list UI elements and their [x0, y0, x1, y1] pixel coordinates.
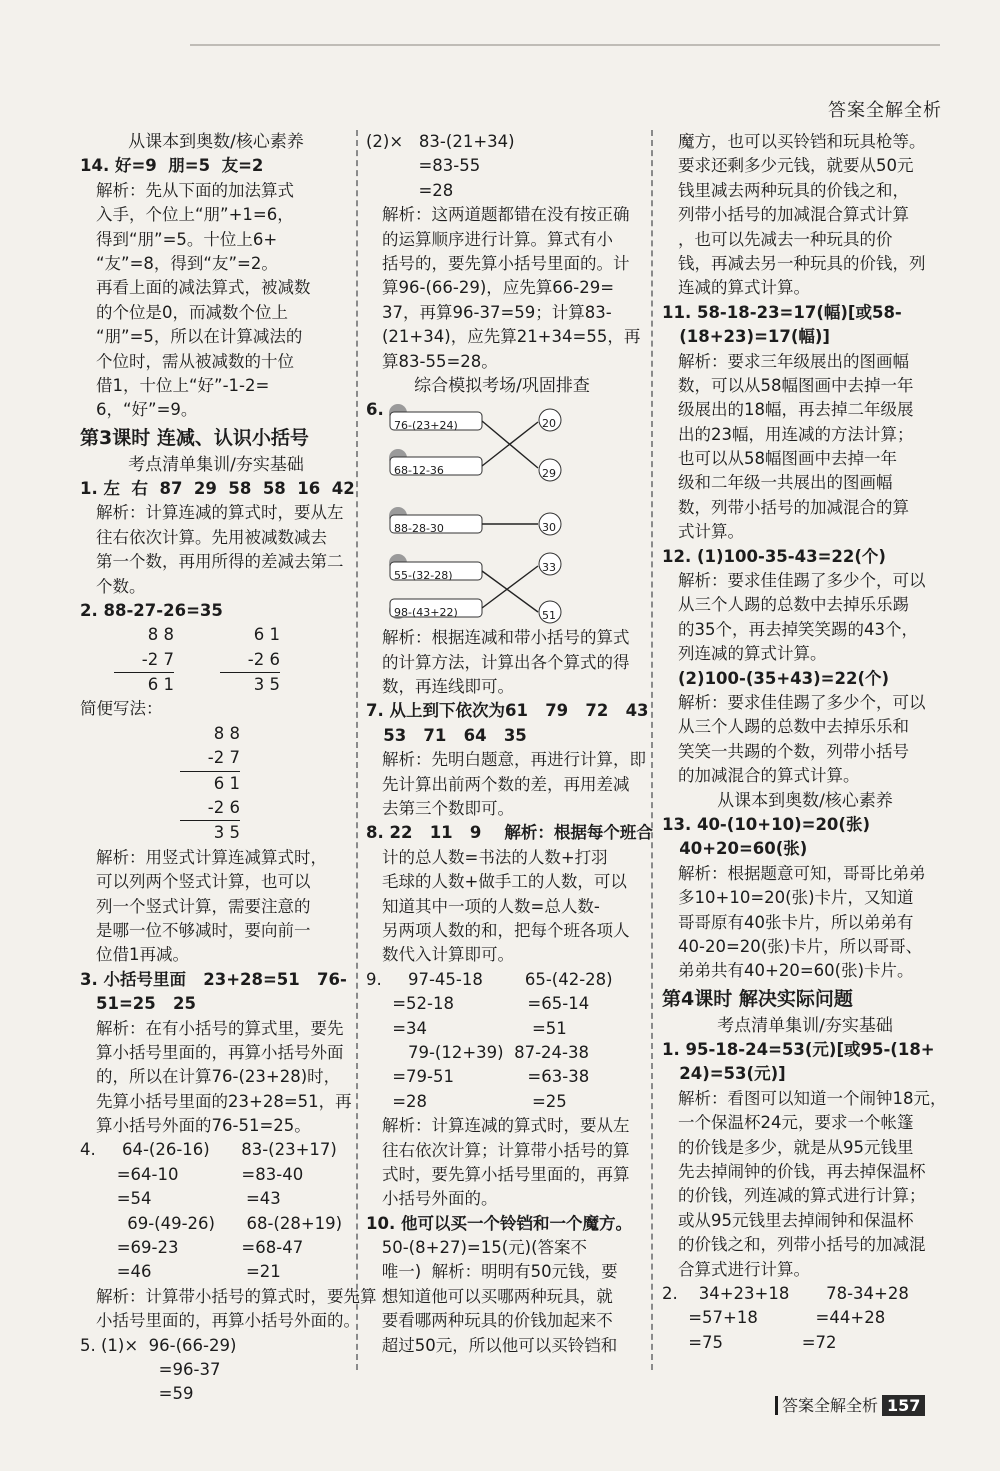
q2-simple-label: 简便写法：: [80, 699, 163, 719]
text-line: 是哪一位不够减时，要向前一: [96, 920, 311, 940]
text-line: 从三个人踢的总数中去掉乐乐踢: [678, 595, 909, 615]
vertical-line: 6 1: [253, 625, 280, 645]
text-line: 合算式进行计算。: [678, 1259, 810, 1279]
text-line: =59: [80, 1384, 194, 1404]
vertical-line: -2 6: [180, 796, 240, 821]
text-line: 笑笑一共踢的个数，列带小括号: [678, 741, 909, 761]
text-line: 哥哥原有40张卡片，所以弟弟有: [678, 912, 914, 932]
text-line: =79-51 =63-38: [366, 1067, 590, 1087]
text-line: 多10+10=20(张)卡片，又知道: [678, 888, 914, 908]
text-line: 的价钱，列连减的算式进行计算；: [678, 1186, 926, 1206]
text-line: 解析：计算带小括号的算式时，要先算: [96, 1286, 377, 1306]
card-text: 68-12-36: [394, 464, 444, 478]
text-line: 钱，再减去另一种玩具的价钱，列: [678, 253, 926, 273]
text-line: =96-37: [80, 1359, 221, 1379]
text-line: 2. 34+23+18 78-34+28: [662, 1283, 909, 1303]
vertical-line: -2 6: [220, 648, 280, 673]
text-line: 解析：计算连减的算式时，要从左: [382, 1116, 630, 1136]
section-title: 从课本到奥数/核心素养: [717, 790, 893, 811]
answer-text: 29: [542, 467, 556, 481]
text-line: 小括号外面的。: [382, 1189, 498, 1209]
text-line: 另两项人数的和，把每个班各项人: [382, 920, 630, 940]
q8-answer: 8. 22 11 9 解析：根据每个班合: [366, 823, 653, 843]
text-line: 要求还剩多少元钱，就要从50元: [678, 156, 914, 176]
text-line: 解析：要求佳佳踢了多少个，可以: [678, 692, 926, 712]
answer-text: 20: [542, 417, 556, 431]
text-line: 式时，要先算小括号里面的，再算: [382, 1164, 630, 1184]
q1-answer: 1. 左 右 87 29 58 58 16 42: [80, 479, 355, 499]
vertical-line: -2 7: [180, 746, 240, 771]
text-line: 解析：这两道题都错在没有按正确: [382, 205, 630, 225]
q2-simple-vertical: [80, 722, 240, 846]
text-line: =34 =51: [366, 1018, 567, 1038]
q7-answer-cont: 53 71 64 35: [366, 725, 527, 745]
q3-answer: 3. 小括号里面 23+28=51 76-: [80, 969, 347, 989]
section-title: 综合模拟考场/巩固排查: [414, 375, 590, 396]
text-line: =28: [366, 180, 454, 200]
q10-explanation-cont: [662, 130, 948, 301]
text-line: 列连减的算式计算。: [678, 644, 827, 664]
q12-explanation-1: [662, 569, 948, 667]
text-line: =64-10 =83-40: [80, 1164, 304, 1184]
answer-text: 33: [542, 561, 556, 575]
text-line: 小括号里面的，再算小括号外面的。: [96, 1311, 360, 1331]
text-line: (2)× 83-(21+34): [366, 132, 515, 151]
q6-matching-figure: [366, 398, 638, 626]
text-line: 40-20=20(张)卡片，所以哥哥、: [678, 936, 923, 956]
q1-explanation: [662, 1087, 948, 1282]
vertical-line: 8 8: [147, 625, 174, 645]
column-divider-right: [651, 130, 653, 1370]
text-line: 9. 97-45-18 65-(42-28): [366, 969, 613, 989]
vertical-line: -2 7: [114, 648, 174, 673]
column-2: [366, 130, 653, 1358]
text-line: 数，再连线即可。: [382, 677, 514, 697]
q6-explanation: [366, 626, 638, 699]
text-line: 级和二年级一共展出的图画幅: [678, 473, 893, 493]
text-line: 4. 64-(26-16) 83-(23+17): [80, 1140, 337, 1160]
section-title: 考点清单集训/夯实基础: [717, 1015, 893, 1036]
top-rule: [190, 44, 940, 46]
text-line: 解析：要求佳佳踢了多少个，可以: [678, 571, 926, 591]
answer-text: 30: [542, 521, 556, 535]
section-title: 从课本到奥数/核心素养: [128, 132, 304, 152]
text-line: 或从95元钱里去掉闹钟和保温杯: [678, 1210, 914, 1230]
text-line: 要看哪两种玩具的价钱加起来不: [366, 1311, 613, 1331]
text-line: (21+34)，应先算21+34=55，再: [382, 327, 641, 347]
text-line: 第一个数，再用所得的差减去第二: [96, 552, 344, 572]
q13-explanation: [662, 862, 948, 984]
column-divider-left: [356, 130, 358, 1370]
text-line: 个数。: [96, 576, 146, 596]
text-line: 解析：用竖式计算连减算式时，: [96, 847, 327, 867]
text-line: 解析：计算连减的算式时，要从左: [96, 503, 344, 523]
q1-answer: 1. 95-18-24=53(元)[或95-(18+: [662, 1040, 935, 1060]
q12-explanation-2: [662, 691, 948, 789]
header-label: 答案全解全析: [828, 100, 942, 121]
lesson-4-title: 第4课时 解决实际问题: [662, 987, 853, 1010]
q11-answer-cont: (18+23)=17(幅)]: [662, 327, 830, 347]
text-line: 魔方，也可以买铃铛和玩具枪等。: [678, 132, 926, 151]
q14-explanation: [80, 179, 352, 423]
text-line: 79-(12+39) 87-24-38: [366, 1042, 589, 1062]
match-line: [482, 571, 538, 612]
text-line: 的运算顺序进行计算。算式有小: [382, 229, 613, 249]
text-line: =69-23 =68-47: [80, 1238, 304, 1258]
text-line: =75 =72: [662, 1332, 837, 1352]
text-line: =28 =25: [366, 1091, 567, 1111]
q14-answer: 14. 好=9 朋=5 友=2: [80, 156, 264, 176]
q3-answer-cont: 51=25 25: [96, 994, 196, 1014]
text-line: =83-55: [366, 156, 481, 176]
text-line: 50-(8+27)=15(元)(答案不: [366, 1238, 588, 1258]
text-line: 的个位是0，而减数个位上: [96, 302, 288, 322]
vertical-line: 6 1: [147, 675, 174, 695]
text-line: 列带小括号的加减混合算式计算: [678, 205, 909, 225]
card-text: 98-(43+22): [394, 606, 458, 620]
text-line: 6，“好”=9。: [96, 400, 198, 420]
text-line: 也可以从58幅图画中去掉一年: [678, 449, 897, 469]
q3-explanation: [80, 1017, 352, 1139]
text-line: 级展出的18幅，再去掉二年级展: [678, 400, 914, 420]
q2-calcs: [662, 1282, 948, 1355]
q10-answer: 10. 他可以买一个铃铛和一个魔方。: [366, 1213, 632, 1233]
q1-explanation: [80, 501, 352, 599]
q10-explanation: [366, 1236, 638, 1358]
text-line: “朋”=5，所以在计算减法的: [96, 327, 303, 347]
text-line: “友”=8，得到“友”=2。: [96, 253, 278, 273]
q7-explanation: [366, 748, 646, 821]
text-line: 数，可以从58幅图画中去掉一年: [678, 375, 914, 395]
q8-explanation: [366, 846, 638, 968]
text-line: 去第三个数即可。: [382, 799, 514, 819]
text-line: 算96-(66-29)，应先算66-29=: [382, 278, 615, 298]
text-line: 先去掉闹钟的价钱，再去掉保温杯: [678, 1162, 926, 1182]
text-line: 计的总人数=书法的人数+打羽: [382, 847, 608, 867]
vertical-line: 3 5: [253, 675, 280, 695]
text-line: 的计算方法，计算出各个算式的得: [382, 652, 630, 672]
match-line: [482, 566, 538, 608]
text-line: 的35个，再去掉笑笑踢的43个，: [678, 619, 918, 639]
text-line: 算小括号里面的，再算小括号外面: [96, 1042, 344, 1062]
q7-answer: 7. 从上到下依次为61 79 72 43: [366, 701, 649, 721]
text-line: 算83-55=28。: [382, 351, 498, 371]
text-line: 往右依次计算；计算带小括号的算: [382, 1140, 630, 1160]
vertical-line: 8 8: [213, 723, 240, 743]
page-number: 157: [882, 1395, 925, 1416]
text-line: 从三个人踢的总数中去掉乐乐和: [678, 717, 909, 737]
card-text: 88-28-30: [394, 522, 444, 536]
card-text: 76-(23+24): [394, 419, 458, 433]
vertical-line: 3 5: [213, 823, 240, 843]
text-line: 式计算。: [678, 522, 744, 542]
text-line: 的价钱之和，列带小括号的加减混: [678, 1235, 926, 1255]
vertical-line: 6 1: [213, 773, 240, 793]
q5b-calcs: [366, 130, 638, 203]
text-line: =54 =43: [80, 1189, 281, 1209]
q2-explanation: [80, 846, 352, 968]
text-line: 数，列带小括号的加减混合的算: [678, 497, 909, 517]
text-line: 想知道他可以买哪两种玩具，就: [366, 1286, 613, 1306]
text-line: 位借1再减。: [96, 945, 189, 965]
text-line: 借1，十位上“好”-1-2=: [96, 375, 270, 395]
text-line: =52-18 =65-14: [366, 994, 590, 1014]
text-line: 37，再算96-37=59；计算83-: [382, 302, 612, 322]
q2-answer: 2. 88-27-26=35: [80, 601, 223, 621]
q5-explanation: [366, 203, 641, 374]
footer-label: 答案全解全析: [775, 1396, 878, 1415]
text-line: 解析：看图可以知道一个闹钟18元，: [678, 1088, 947, 1108]
q12-answer-2: (2)100-(35+43)=22(个): [678, 668, 890, 688]
q4-calcs: [80, 1138, 352, 1284]
q12-answer: 12. (1)100-35-43=22(个): [662, 546, 886, 566]
text-line: 毛球的人数+做手工的人数，可以: [382, 872, 627, 892]
text-line: 超过50元，所以他可以买铃铛和: [366, 1335, 618, 1355]
q2-vertical-calcs: [80, 623, 352, 697]
text-line: 69-(49-26) 68-(28+19): [80, 1213, 343, 1233]
q1-answer-cont: 24)=53(元)]: [662, 1064, 786, 1084]
column-3: [662, 130, 948, 1355]
text-line: 出的23幅，用连减的方法计算；: [678, 424, 914, 444]
text-line: 解析：根据题意可知，哥哥比弟弟: [678, 863, 926, 883]
q13-answer: 13. 40-(10+10)=20(张): [662, 814, 870, 834]
text-line: 知道其中一项的人数=总人数-: [382, 896, 600, 916]
text-line: 得到“朋”=5。十位上6+: [96, 229, 278, 249]
text-line: 5. (1)× 96-(66-29): [80, 1335, 237, 1355]
section-title: 考点清单集训/夯实基础: [128, 454, 304, 475]
card-text: 55-(32-28): [394, 569, 453, 583]
text-line: 括号的，要先算小括号里面的。计: [382, 253, 630, 273]
q9-explanation: [366, 1114, 638, 1212]
text-line: 的，所以在计算76-(23+28)时，: [96, 1067, 341, 1087]
text-line: 个位时，需从被减数的十位: [96, 351, 294, 371]
text-line: 唯一) 解析：明明有50元钱，要: [366, 1262, 618, 1282]
text-line: 数代入计算即可。: [382, 945, 514, 965]
text-line: 先计算出前两个数的差，再用差减: [382, 774, 630, 794]
text-line: 解析：先从下面的加法算式: [96, 180, 294, 200]
text-line: 入手，个位上“朋”+1=6，: [96, 205, 294, 225]
text-line: 算小括号外面的76-51=25。: [96, 1116, 311, 1136]
text-line: 连减的算式计算。: [678, 278, 810, 298]
q6-label: 6.: [366, 400, 384, 420]
lesson-3-title: 第3课时 连减、认识小括号: [80, 426, 309, 449]
text-line: 再看上面的减法算式，被减数: [96, 278, 311, 298]
page-footer: [775, 1393, 925, 1416]
text-line: ，也可以先减去一种玩具的价: [678, 229, 893, 249]
text-line: 解析：根据连减和带小括号的算式: [382, 628, 630, 648]
text-line: 往右依次计算。先用被减数减去: [96, 527, 327, 547]
q11-explanation: [662, 350, 948, 545]
q11-answer: 11. 58-18-23=17(幅)[或58-: [662, 302, 902, 322]
text-line: 先算小括号里面的23+28=51，再: [96, 1091, 352, 1111]
answer-text: 51: [542, 609, 556, 623]
text-line: 钱里减去两种玩具的价钱之和，: [678, 180, 909, 200]
text-line: 的加减混合的算式计算。: [678, 766, 860, 786]
text-line: 解析：在有小括号的算式里，要先: [96, 1018, 344, 1038]
q4-explanation: [80, 1285, 377, 1334]
column-1: [80, 130, 377, 1407]
q5-calcs: [80, 1334, 352, 1407]
text-line: 列一个竖式计算，需要注意的: [96, 896, 311, 916]
text-line: 一个保温杯24元，要求一个帐篷: [678, 1113, 914, 1133]
text-line: 的价钱是多少，就是从95元钱里: [678, 1137, 914, 1157]
q13-answer-cont: 40+20=60(张): [662, 839, 808, 859]
text-line: =57+18 =44+28: [662, 1308, 886, 1328]
text-line: 解析：先明白题意，再进行计算，即: [382, 750, 646, 770]
q9-calcs: [366, 968, 638, 1114]
text-line: 可以列两个竖式计算，也可以: [96, 872, 311, 892]
text-line: 弟弟共有40+20=60(张)卡片。: [678, 961, 914, 981]
text-line: =46 =21: [80, 1262, 281, 1282]
text-line: 解析：要求三年级展出的图画幅: [678, 351, 909, 371]
